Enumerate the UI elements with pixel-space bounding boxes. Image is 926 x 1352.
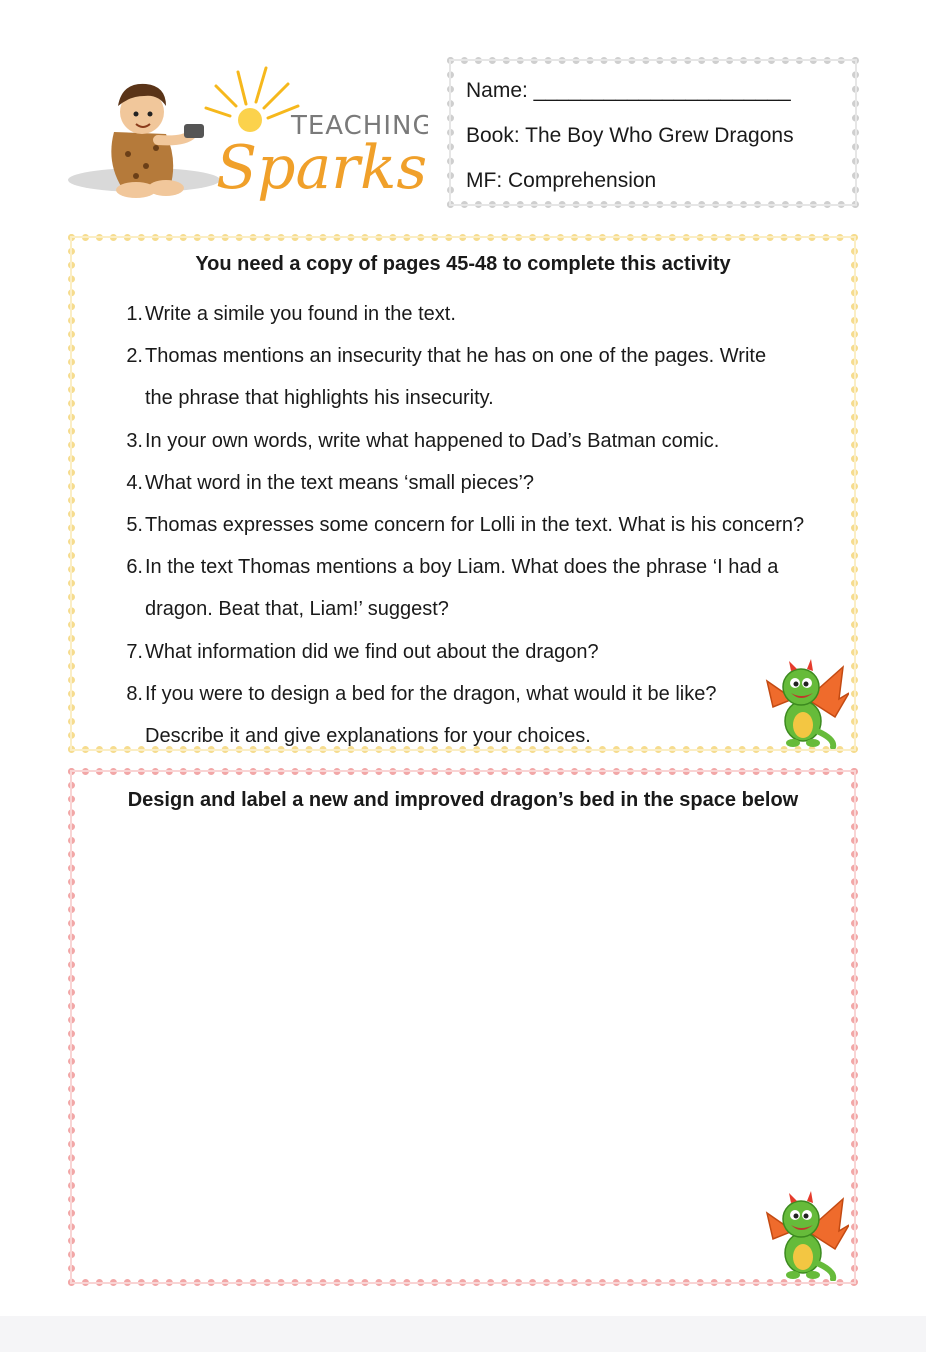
question-text: Thomas mentions an insecurity that he has on one of the pages. Write (145, 345, 767, 368)
question-item (75, 504, 865, 546)
student-info-box (447, 57, 859, 208)
question-item (75, 293, 865, 335)
page-footer-strip (0, 1316, 926, 1352)
question-item (75, 420, 865, 462)
question-item (75, 462, 865, 504)
question-item (75, 546, 865, 630)
question-text: If you were to design a bed for the dragon, what would it be like? (145, 682, 717, 705)
logo-sparks-text: Sparks (216, 133, 428, 203)
question-number: 7. (126, 640, 143, 663)
question-item (75, 631, 865, 673)
question-text: In your own words, write what happened to Dad’s Batman comic. (145, 429, 720, 452)
book-label: Book: The Boy Who Grew Dragons (466, 124, 794, 147)
logo-teaching-text: TEACHING (291, 111, 428, 141)
question-item (75, 673, 865, 757)
questions-list (75, 293, 865, 757)
question-text: Thomas expresses some concern for Lolli in the text. What is his concern? (145, 514, 805, 537)
question-text: dragon. Beat that, Liam!’ suggest? (145, 598, 449, 621)
question-text: What word in the text means ‘small pieces’? (145, 471, 535, 494)
question-text: In the text Thomas mentions a boy Liam. What does the phrase ‘I had a (145, 556, 779, 579)
teaching-sparks-logo (66, 62, 428, 210)
question-text: What information did we find out about the dragon? (145, 640, 599, 663)
question-number: 8. (126, 682, 143, 705)
question-text: Describe it and give explanations for your choices. (145, 725, 591, 748)
question-number: 4. (126, 471, 143, 494)
design-box (68, 768, 858, 1286)
question-number: 6. (126, 556, 143, 579)
question-item (75, 335, 865, 419)
questions-box (68, 234, 858, 753)
question-number: 5. (126, 514, 143, 537)
question-number: 2. (126, 345, 143, 368)
question-number: 3. (126, 429, 143, 452)
dragon-icon (763, 659, 849, 749)
design-title: Design and label a new and improved dragon’s bed in the space below (127, 789, 799, 811)
question-text: Write a simile you found in the text. (145, 303, 456, 325)
question-text: the phrase that highlights his insecurity. (145, 387, 494, 410)
mf-label: MF: Comprehension (466, 169, 657, 192)
questions-title: You need a copy of pages 45-48 to complete this activity (195, 253, 731, 275)
question-number: 1. (126, 303, 143, 325)
name-field[interactable]: Name: ______________________ (466, 79, 791, 102)
dragon-icon (763, 1191, 849, 1281)
